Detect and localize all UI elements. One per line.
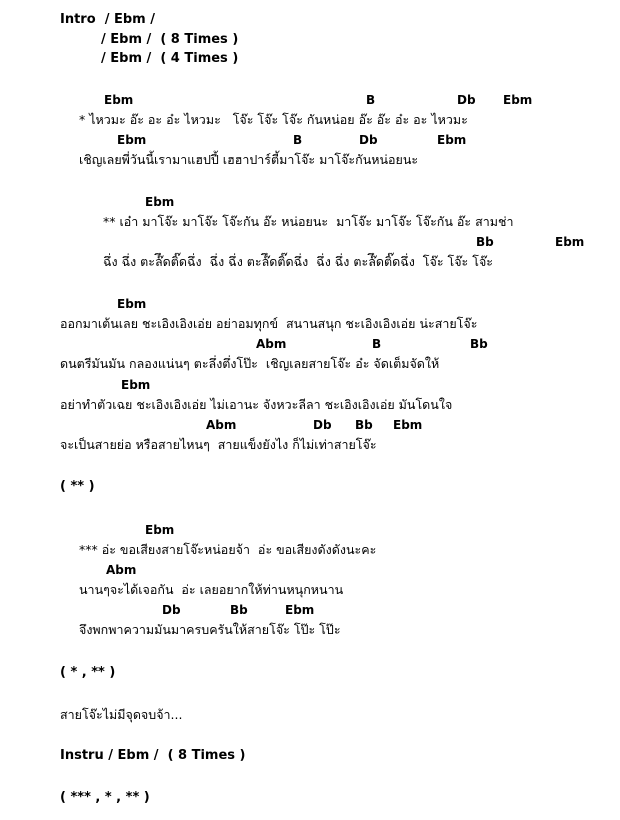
lyric-line: อย่าทำตัวเฉย ชะเอิงเอิงเอ่ย ไม่เอานะ จังหวะลีลา ชะเอิงเอิงเอ่ย มันโดนใจ (60, 397, 453, 412)
lyric-line: เชิญเลยพี่วันนี้เรามาแฮปปี้ เฮฮาปาร์ตี้มาโจ๊ะ มาโจ๊ะกันหน่อยนะ (79, 152, 419, 167)
chord: B (372, 337, 382, 351)
chord: B (293, 133, 303, 147)
lyric-line: จะเป็นสายย่อ หรือสายไหนๆ สายแข็งยังไง ก็ไม่เท่าสายโจ๊ะ (60, 437, 377, 452)
intro-line-1: Intro / Ebm / (60, 12, 155, 27)
chord: Abm (106, 563, 137, 577)
chord: Ebm (393, 418, 423, 432)
lyric-line: ออกมาเต้นเลย ชะเอิงเอิงเอ่ย อย่าอมทุกข์ สนานสนุก ชะเอิงเอิงเอ่ย น่ะสายโจ๊ะ (60, 316, 478, 331)
chord: Db (162, 603, 181, 617)
instru-line: Instru / Ebm / ( 8 Times ) (60, 748, 246, 763)
ending-line: สายโจ๊ะไม่มีจุดจบจ้า... (60, 707, 183, 722)
chord: Ebm (145, 195, 175, 209)
lyric-line: ** เอ๋า มาโจ๊ะ มาโจ๊ะ โจ๊ะกัน อ๊ะ หน่อยนะ มาโจ๊ะ มาโจ๊ะ โจ๊ะกัน อ๊ะ สามช่า (103, 214, 514, 229)
lyric-line: นานๆจะได้เจอกัน อ่ะ เลยอยากให้ท่านหนุกหนาน (79, 582, 344, 597)
repeat-marker: ( *** , * , ** ) (60, 790, 150, 805)
lyric-line: ฉึ่ง ฉึ่ง ตะล๊ึดติ๊ดฉึ่ง ฉึ่ง ฉึ่ง ตะล๊ึดติ๊ดฉึ่ง ฉึ่ง ฉึ่ง ตะล๊ึดติ๊ดฉึ่ง โจ๊ะ โจ๊ะ โจ๊ะ (103, 254, 493, 269)
intro-line-3: / Ebm / ( 4 Times ) (101, 51, 239, 66)
chord: Bb (470, 337, 488, 351)
chord: Db (313, 418, 332, 432)
chord: Ebm (104, 93, 134, 107)
chord: Bb (476, 235, 494, 249)
chord: Ebm (121, 378, 151, 392)
lyric-line: ดนตรีมันมัน กลองแน่นๆ ตะลึ่งตึ่งโป๊ะ เชิญเลยสายโจ๊ะ อ๋ะ จัดเต็มจัดให้ (60, 356, 440, 371)
lyric-line: *** อ่ะ ขอเสียงสายโจ๊ะหน่อยจ้า อ่ะ ขอเสียงดังดังนะคะ (79, 542, 377, 557)
chord: Abm (206, 418, 237, 432)
lyric-line: * ไหวมะ อ๊ะ อะ อ๋ะ ไหวมะ โจ๊ะ โจ๊ะ โจ๊ะ กันหน่อย อ๊ะ อ๊ะ อ๋ะ อะ ไหวมะ (79, 112, 468, 127)
chord: Ebm (117, 297, 147, 311)
chord: B (366, 93, 376, 107)
chord: Bb (230, 603, 248, 617)
chord: Db (457, 93, 476, 107)
chord: Ebm (285, 603, 315, 617)
intro-line-2: / Ebm / ( 8 Times ) (101, 32, 239, 47)
repeat-marker: ( ** ) (60, 479, 95, 494)
chord: Ebm (555, 235, 585, 249)
chord: Ebm (145, 523, 175, 537)
lyric-line: จึงพกพาความมันมาครบครันให้สายโจ๊ะ โป๊ะ โป๊ะ (79, 622, 341, 637)
chord: Db (359, 133, 378, 147)
chord: Abm (256, 337, 287, 351)
chord: Ebm (503, 93, 533, 107)
repeat-marker: ( * , ** ) (60, 665, 116, 680)
chord: Ebm (117, 133, 147, 147)
chord: Bb (355, 418, 373, 432)
chord: Ebm (437, 133, 467, 147)
